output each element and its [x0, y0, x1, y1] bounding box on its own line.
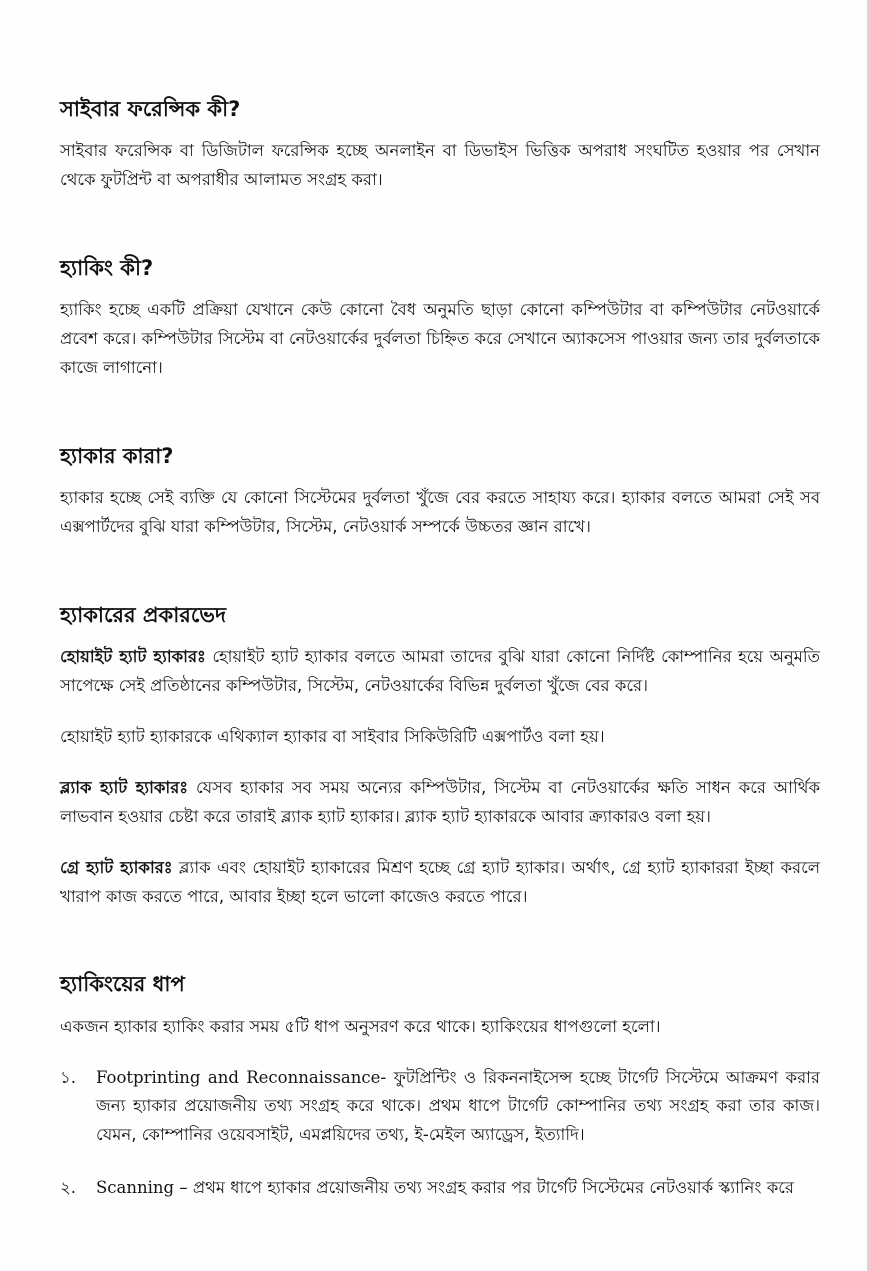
term-black-hat: ব্ল্যাক হ্যাট হ্যাকারঃ — [60, 777, 189, 797]
paragraph: সাইবার ফরেন্সিক বা ডিজিটাল ফরেন্সিক হচ্ছে অনলাইন বা ডিভাইস ভিত্তিক অপরাধ সংঘটিত হওয়ার পর সেখান থেকে ফুটপ্রিন্ট বা অপরাধীর আলামত সংগ্রহ করা। — [60, 141, 820, 190]
section-cyber-forensic — [60, 96, 820, 195]
definition-grey-hat: ব্ল্যাক এবং হোয়াইট হ্যাকারের মিশ্রণ হচ্ছে গ্রে হ্যাট হ্যাকার। অর্থাৎ, গ্রে হ্যাট হ্যাকাররা ইচ্ছা করলে খারাপ কাজ করতে পারে, আবার ইচ্ছা হলে ভালো কাজেও করতে পারে। — [60, 857, 820, 906]
list-item — [60, 1064, 820, 1151]
list-item — [60, 1174, 820, 1203]
section-heading: হ্যাকার কারা? — [60, 443, 174, 468]
paragraph: হ্যাকিং হচ্ছে একটি প্রক্রিয়া যেখানে কেউ কোনো বৈধ অনুমতি ছাড়া কোনো কম্পিউটার বা কম্পিউটার নেটওয়ার্কে প্রবেশ করে। কম্পিউটার সিস্টেম বা নেটওয়ার্কের দুর্বলতা চিহ্নিত করে সেখানে অ্যাকসেস পাওয়ার জন্য তার দুর্বলতাকে কাজে লাগানো। — [60, 300, 820, 378]
list-number: ২. — [60, 1178, 76, 1198]
document-body — [60, 96, 820, 1227]
paragraph-grey-hat — [60, 854, 820, 912]
section-hacking-steps — [60, 971, 820, 1203]
definition-black-hat: যেসব হ্যাকার সব সময় অন্যের কম্পিউটার, সিস্টেম বা নেটওয়ার্কের ক্ষতি সাধন করে আর্থিক লাভবান হওয়ার চেষ্টা করে তারাই ব্ল্যাক হ্যাট হ্যাকার। ব্ল্যাক হ্যাট হ্যাকারকে আবার ক্র্যাকারও বলা হয়। — [60, 777, 820, 826]
section-heading: সাইবার ফরেন্সিক কী? — [60, 97, 241, 121]
section-hacking — [60, 255, 820, 383]
definition-white-hat: হোয়াইট হ্যাট হ্যাকার বলতে আমরা তাদের বুঝি যারা কোনো নির্দিষ্ট কোম্পানির হয়ে অনুমতি সাপেক্ষে সেই প্রতিষ্ঠানের কম্পিউটার, সিস্টেম, নেটওয়ার্কের বিভিন্ন দুর্বলতা খুঁজে বের করে। — [60, 647, 820, 696]
steps-list — [60, 1064, 820, 1204]
section-hacker — [60, 443, 820, 542]
section-hacker-types — [60, 602, 820, 911]
paragraph-white-hat-note: হোয়াইট হ্যাট হ্যাকারকে এথিক্যাল হ্যাকার বা সাইবার সিকিউরিটি এক্সপার্টও বলা হয়। — [60, 727, 605, 747]
paragraph-steps-intro: একজন হ্যাকার হ্যাকিং করার সময় ৫টি ধাপ অনুসরণ করে থাকে। হ্যাকিংয়ের ধাপগুলো হলো। — [60, 1016, 661, 1036]
paragraph-black-hat — [60, 774, 820, 832]
step-term: Scanning — [96, 1178, 175, 1198]
section-heading: হ্যাকিং কী? — [60, 256, 154, 281]
term-white-hat: হোয়াইট হ্যাট হ্যাকারঃ — [60, 647, 206, 667]
section-heading: হ্যাকারের প্রকারভেদ — [60, 603, 226, 628]
paragraph: হ্যাকার হচ্ছে সেই ব্যক্তি যে কোনো সিস্টেমের দুর্বলতা খুঁজে বের করতে সাহায্য করে। হ্যাকার বলতে আমরা সেই সব এক্সপার্টদের বুঝি যারা কম্পিউটার, সিস্টেম, নেটওয়ার্ক সম্পর্কে উচ্চতর জ্ঞান রাখে। — [60, 488, 820, 537]
paragraph-white-hat — [60, 643, 820, 701]
step-text: - ফুটপ্রিন্টিং ও রিকননাইসেন্স হচ্ছে টার্গেট সিস্টেমে আক্রমণ করার জন্য হ্যাকার প্রয়োজনীয় তথ্য সংগ্রহ করে থাকে। প্রথম ধাপে টার্গেট কোম্পানির তথ্য সংগ্রহ করা তার কাজ। যেমন, কোম্পানির ওয়েবসাইট, এমপ্লয়িদের তথ্য, ই-মেইল অ্যাড্রেস, ইত্যাদি। — [96, 1067, 820, 1145]
step-text: – প্রথম ধাপে হ্যাকার প্রয়োজনীয় তথ্য সংগ্রহ করার পর টার্গেট সিস্টেমের নেটওয়ার্ক স্ক্যানিং করে — [174, 1178, 795, 1198]
step-term: Footprinting and Reconnaissance — [96, 1067, 381, 1087]
list-number: ১. — [60, 1067, 76, 1087]
term-grey-hat: গ্রে হ্যাট হ্যাকারঃ — [60, 857, 173, 877]
section-heading: হ্যাকিংয়ের ধাপ — [60, 972, 185, 997]
